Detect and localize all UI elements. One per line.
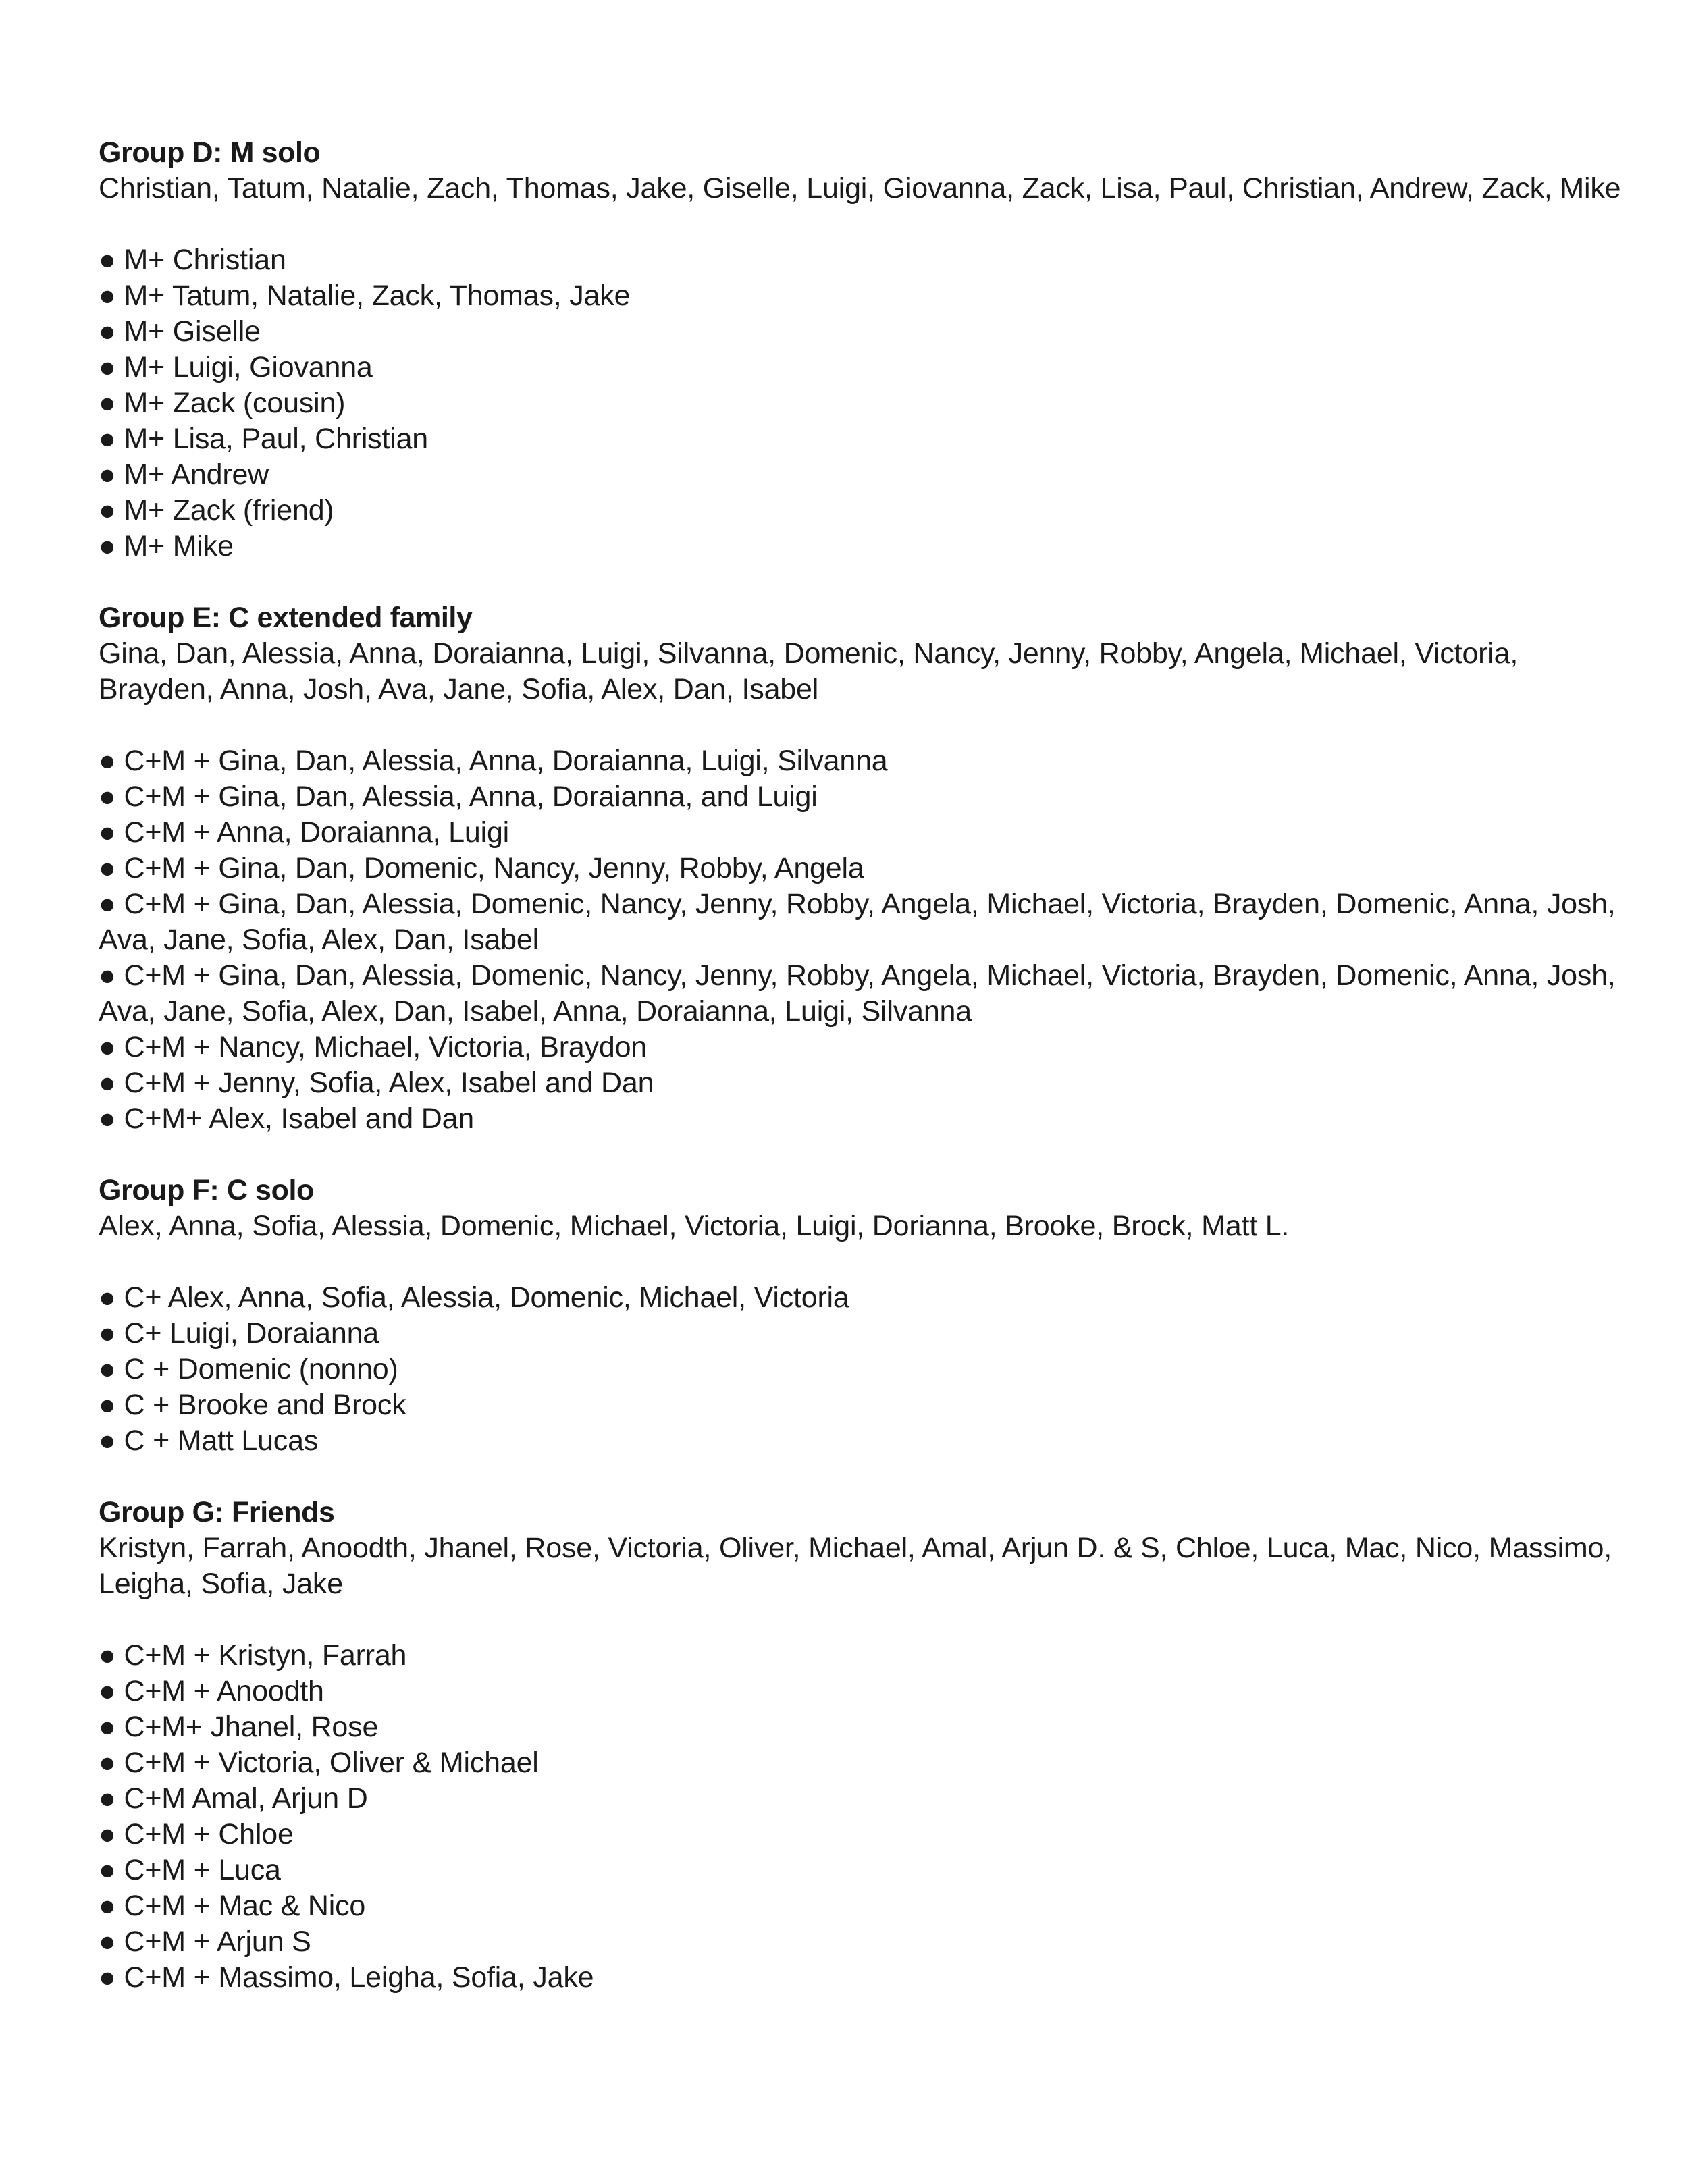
bullet-icon: ● <box>99 1317 116 1350</box>
list-item-text: C+M + Nancy, Michael, Victoria, Braydon <box>124 1031 648 1063</box>
list-item <box>99 1853 1625 1888</box>
list-item <box>99 1101 1625 1137</box>
list-item-text: C+M + Jenny, Sofia, Alex, Isabel and Dan <box>124 1067 654 1099</box>
list-item-text: C+M + Gina, Dan, Alessia, Anna, Doraianna, and Luigi <box>124 780 818 813</box>
group-title: Group D: M solo <box>99 136 321 169</box>
group-names: Gina, Dan, Alessia, Anna, Doraianna, Luigi, Silvanna, Domenic, Nancy, Jenny, Robby, Angela, Michael, Victoria, Brayden, Anna, Josh, Ava, Jane, Sofia, Alex, Dan, Isabel <box>99 637 1519 705</box>
list-item <box>99 493 1625 529</box>
bullet-icon: ● <box>99 1961 116 1994</box>
list-item-text: C+M + Gina, Dan, Alessia, Domenic, Nancy, Jenny, Robby, Angela, Michael, Victoria, Brayden, Domenic, Anna, Josh, Ava, Jane, Sofia, Alex, Dan, Isabel <box>99 888 1616 956</box>
bullet-icon: ● <box>99 458 116 491</box>
bullet-icon: ● <box>99 1031 116 1063</box>
bullet-icon: ● <box>99 1639 116 1672</box>
bullet-icon: ● <box>99 244 116 276</box>
list-item <box>99 1638 1625 1674</box>
list-item <box>99 1709 1625 1745</box>
list-item-text: C+M + Gina, Dan, Alessia, Domenic, Nancy, Jenny, Robby, Angela, Michael, Victoria, Brayden, Domenic, Anna, Josh, Ava, Jane, Sofia, Alex, Dan, Isabel, Anna, Doraianna, Luigi, Silvanna <box>99 959 1616 1028</box>
list-item-text: C+M + Gina, Dan, Domenic, Nancy, Jenny, Robby, Angela <box>124 852 864 884</box>
list-item <box>99 529 1625 564</box>
list-item-text: C+M+ Jhanel, Rose <box>124 1711 379 1743</box>
list-item <box>99 1888 1625 1924</box>
bullet-icon: ● <box>99 780 116 813</box>
group-f-section <box>99 1173 1625 1459</box>
list-item-text: C + Domenic (nonno) <box>124 1353 398 1385</box>
list-item-text: C+M + Gina, Dan, Alessia, Anna, Doraianna, Luigi, Silvanna <box>124 745 888 777</box>
list-item-text: M+ Zack (cousin) <box>124 387 346 419</box>
list-item <box>99 1781 1625 1817</box>
bullet-list <box>99 1280 1625 1459</box>
list-item <box>99 1316 1625 1352</box>
bullet-icon: ● <box>99 530 116 562</box>
list-item-text: C+M + Victoria, Oliver & Michael <box>124 1747 539 1779</box>
bullet-icon: ● <box>99 1782 116 1815</box>
list-item-text: C+ Luigi, Doraianna <box>124 1317 379 1350</box>
list-item <box>99 815 1625 851</box>
list-item <box>99 314 1625 350</box>
list-item-text: C+M+ Alex, Isabel and Dan <box>124 1102 475 1135</box>
bullet-icon: ● <box>99 745 116 777</box>
bullet-icon: ● <box>99 816 116 849</box>
list-item <box>99 779 1625 815</box>
list-item <box>99 1817 1625 1853</box>
list-item <box>99 242 1625 278</box>
list-item-text: C+M + Mac & Nico <box>124 1890 366 1922</box>
list-item <box>99 1674 1625 1709</box>
list-item <box>99 1423 1625 1459</box>
list-item-text: C+M + Massimo, Leigha, Sofia, Jake <box>124 1961 594 1994</box>
group-e-section <box>99 600 1625 1137</box>
group-title: Group F: C solo <box>99 1174 314 1206</box>
list-item <box>99 1745 1625 1781</box>
bullet-icon: ● <box>99 1424 116 1457</box>
bullet-icon: ● <box>99 959 116 992</box>
group-title: Group E: C extended family <box>99 602 473 634</box>
bullet-list <box>99 242 1625 564</box>
list-item <box>99 958 1625 1030</box>
bullet-icon: ● <box>99 888 116 920</box>
list-item <box>99 743 1625 779</box>
bullet-icon: ● <box>99 315 116 348</box>
list-item-text: C+M + Chloe <box>124 1818 294 1850</box>
list-item-text: C+M + Arjun S <box>124 1925 311 1958</box>
list-item <box>99 457 1625 493</box>
list-item <box>99 278 1625 314</box>
list-item-text: M+ Christian <box>124 244 286 276</box>
bullet-icon: ● <box>99 852 116 884</box>
list-item <box>99 385 1625 421</box>
list-item <box>99 1280 1625 1316</box>
bullet-icon: ● <box>99 1747 116 1779</box>
list-item-text: C + Brooke and Brock <box>124 1389 406 1421</box>
document-page <box>99 135 1625 2031</box>
list-item <box>99 350 1625 385</box>
group-names: Christian, Tatum, Natalie, Zach, Thomas, Jake, Giselle, Luigi, Giovanna, Zack, Lisa, Paul, Christian, Andrew, Zack, Mike <box>99 172 1621 205</box>
bullet-icon: ● <box>99 1925 116 1958</box>
list-item-text: M+ Mike <box>124 530 234 562</box>
list-item-text: C + Matt Lucas <box>124 1424 319 1457</box>
list-item-text: M+ Andrew <box>124 458 269 491</box>
bullet-list <box>99 1638 1625 1996</box>
bullet-icon: ● <box>99 494 116 527</box>
bullet-icon: ● <box>99 1389 116 1421</box>
group-names: Kristyn, Farrah, Anoodth, Jhanel, Rose, Victoria, Oliver, Michael, Amal, Arjun D. & S, Chloe, Luca, Mac, Nico, Massimo, Leigha, Sofia, Jake <box>99 1532 1612 1600</box>
bullet-icon: ● <box>99 351 116 383</box>
list-item-text: M+ Tatum, Natalie, Zack, Thomas, Jake <box>124 279 631 312</box>
list-item-text: C+M + Kristyn, Farrah <box>124 1639 407 1672</box>
bullet-icon: ● <box>99 1675 116 1707</box>
list-item <box>99 886 1625 958</box>
bullet-icon: ● <box>99 1353 116 1385</box>
bullet-icon: ● <box>99 1102 116 1135</box>
bullet-icon: ● <box>99 1711 116 1743</box>
list-item <box>99 1065 1625 1101</box>
list-item <box>99 1924 1625 1960</box>
list-item <box>99 1352 1625 1387</box>
list-item-text: C+M Amal, Arjun D <box>124 1782 368 1815</box>
bullet-icon: ● <box>99 1067 116 1099</box>
group-d-section <box>99 135 1625 564</box>
bullet-list <box>99 743 1625 1137</box>
list-item-text: C+ Alex, Anna, Sofia, Alessia, Domenic, Michael, Victoria <box>124 1281 849 1314</box>
list-item-text: M+ Giselle <box>124 315 261 348</box>
group-g-section <box>99 1495 1625 1996</box>
list-item-text: C+M + Anna, Doraianna, Luigi <box>124 816 510 849</box>
list-item <box>99 851 1625 886</box>
group-title: Group G: Friends <box>99 1496 335 1528</box>
group-names: Alex, Anna, Sofia, Alessia, Domenic, Michael, Victoria, Luigi, Dorianna, Brooke, Brock, Matt L. <box>99 1210 1290 1242</box>
bullet-icon: ● <box>99 423 116 455</box>
bullet-icon: ● <box>99 1854 116 1886</box>
bullet-icon: ● <box>99 387 116 419</box>
bullet-icon: ● <box>99 1890 116 1922</box>
bullet-icon: ● <box>99 1281 116 1314</box>
list-item <box>99 1030 1625 1065</box>
list-item-text: M+ Lisa, Paul, Christian <box>124 423 429 455</box>
list-item <box>99 421 1625 457</box>
bullet-icon: ● <box>99 279 116 312</box>
list-item <box>99 1387 1625 1423</box>
list-item-text: C+M + Anoodth <box>124 1675 324 1707</box>
list-item-text: M+ Luigi, Giovanna <box>124 351 373 383</box>
list-item-text: M+ Zack (friend) <box>124 494 334 527</box>
list-item-text: C+M + Luca <box>124 1854 281 1886</box>
list-item <box>99 1960 1625 1996</box>
bullet-icon: ● <box>99 1818 116 1850</box>
